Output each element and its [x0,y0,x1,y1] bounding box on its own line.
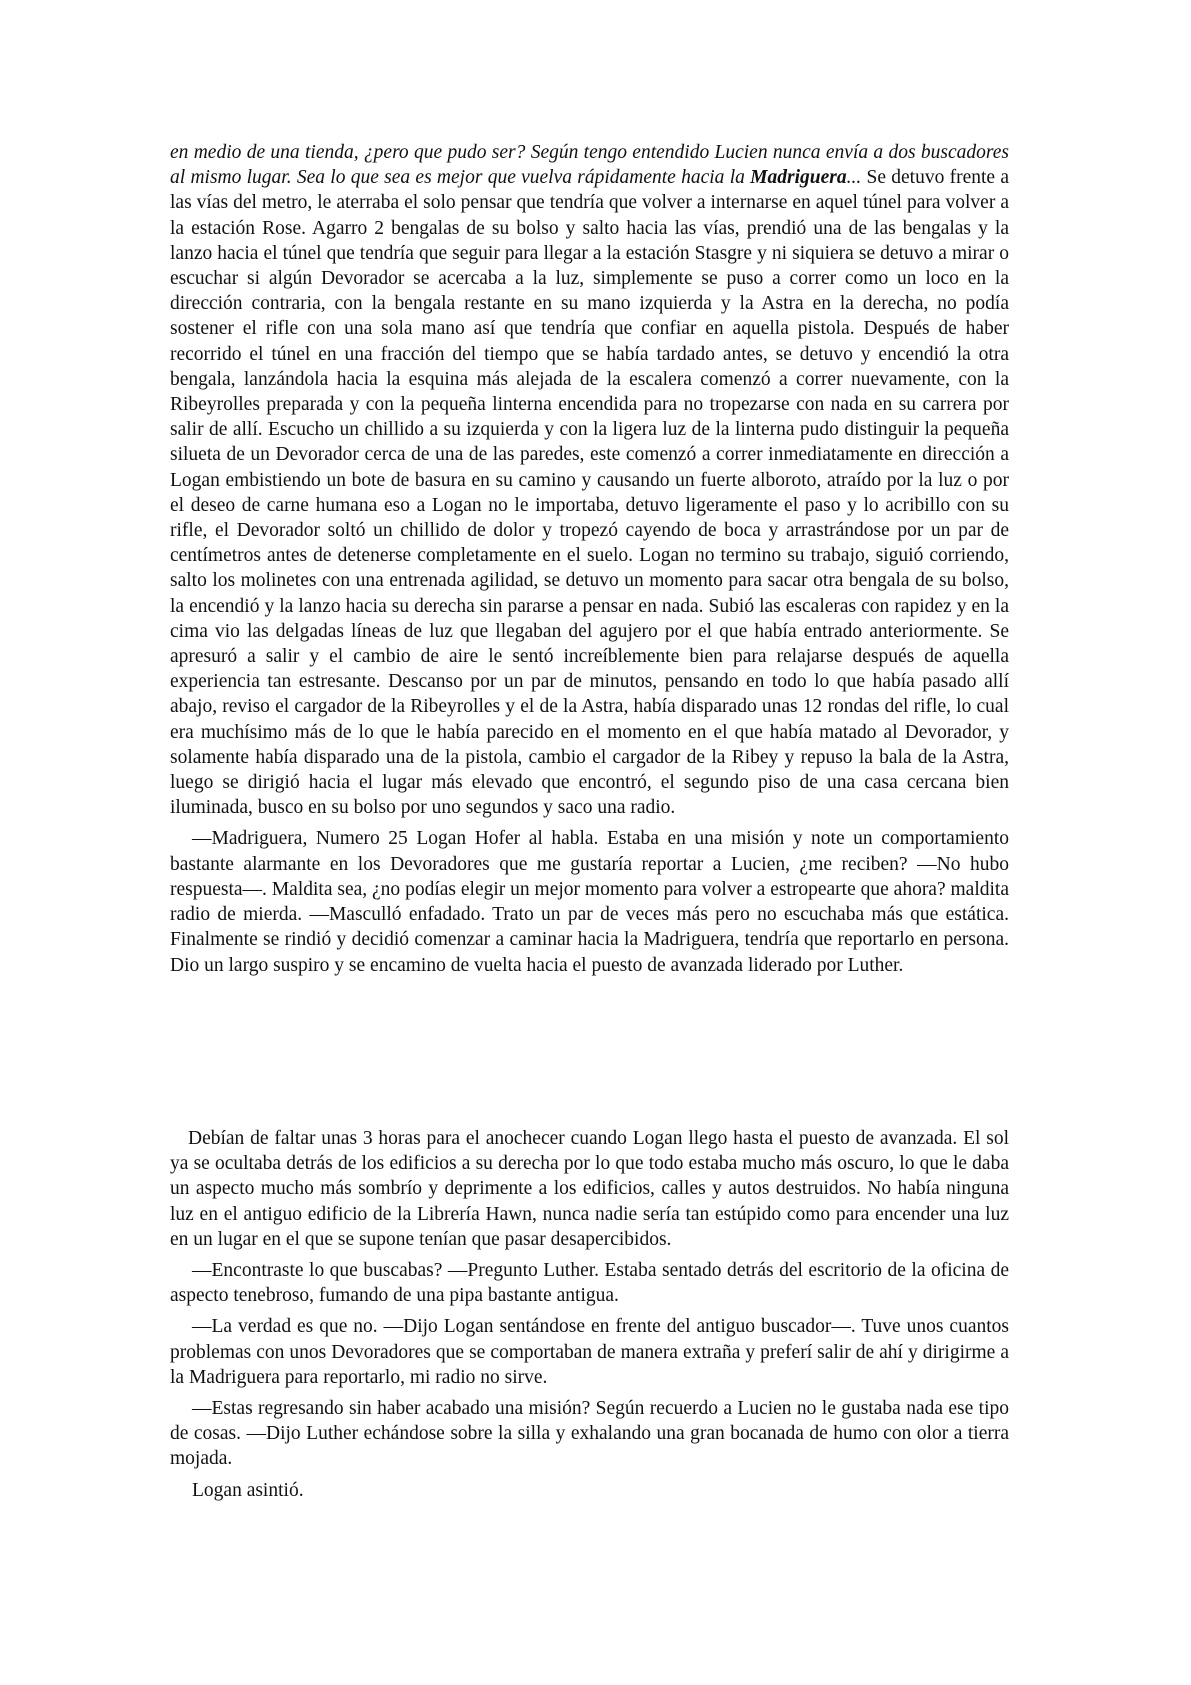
paragraph: —Encontraste lo que buscabas? —Pregunto Luther. Estaba sentado detrás del escritorio de la oficina de aspecto tenebroso, fumando de una pipa bastante antigua. [170,1260,1009,1307]
emphasized-word: Madriguera [750,167,847,189]
paragraph: Debían de faltar unas 3 horas para el anochecer cuando Logan llego hasta el puesto de avanzada. El sol ya se ocultaba detrás de los edificios a su derecha por lo que todo estaba mucho más oscuro, lo que le daba un aspecto mucho más sombrío y deprimente a los edificios, calles y autos destruidos. No había ninguna luz en el antiguo edificio de la Librería Hawn, nunca nadie sería tan estúpido como para encender una luz en un lugar en el que se supone tenían que pasar desapercibidos. [170,1128,1009,1250]
section-one [170,140,1009,978]
inner-thought-text: en medio de una tienda, ¿pero que pudo ser? Según tengo entendido Lucien nunca envía a dos buscadores al mismo lugar. Sea lo que sea es mejor que vuelva rápidamente hacia la [170,142,1009,189]
paragraph-text: Se detuvo frente a las vías del metro, le aterraba el solo pensar que tendría que volver a internarse en aquel túnel para volver a la estación Rose. Agarro 2 bengalas de su bolso y salto hacia las vías, prendió una de las bengalas y la lanzo hacia el túnel que tendría que seguir para llegar a la estación Stasgre y ni siquiera se detuvo a mirar o escuchar si algún Devorador se acercaba a la luz, simplemente se puso a correr como un loco en la dirección contraria, con la bengala restante en su mano izquierda y la Astra en la derecha, no podía sostener el rifle con una sola mano así que tendría que confiar en aquella pistola. Después de haber recorrido el túnel en una fracción del tiempo que se había tardado antes, se detuvo y encendió la otra bengala, lanzándola hacia la esquina más alejada de la escalera comenzó a correr nuevamente, con la Ribeyrolles preparada y con la pequeña linterna encendida para no tropezarse con nada en su carrera por salir de allí. Escucho un chillido a su izquierda y con la ligera luz de la linterna pudo distinguir la pequeña silueta de un Devorador cerca de una de las paredes, este comenzó a correr inmediatamente en dirección a Logan embistiendo un bote de basura en su camino y causando un fuerte alboroto, atraído por la luz o por el deseo de carne humana eso a Logan no le importaba, detuvo ligeramente el paso y lo acribillo con su rifle, el Devorador soltó un chillido de dolor y tropezó cayendo de boca y arrastrándose por un par de centímetros antes de detenerse completamente en el suelo. Logan no termino su trabajo, siguió corriendo, salto los molinetes con una entrenada agilidad, se detuvo un momento para sacar otra bengala de su bolso, la encendió y la lanzo hacia su derecha sin pararse a pensar en nada. Subió las escaleras con rapidez y en la cima vio las delgadas líneas de luz que llegaban del agujero por el que había entrado anteriormente. Se apresuró a salir y el cambio de aire le sentó increíblemente bien para relajarse después de aquella experiencia tan estresante. Descanso por un par de minutos, pensando en todo lo que había pasado allí abajo, reviso el cargador de la Ribeyrolles y el de la Astra, había disparado unas 12 rondas del rifle, lo cual era muchísimo más de lo que le había parecido en el momento en el que había matado al Devorador, y solamente había disparado una de la pistola, cambio el cargador de la Ribey y repuso la bala de la Astra, luego se dirigió hacia el lugar más elevado que encontró, el segundo piso de una casa cercana bien iluminada, busco en su bolso por uno segundos y saco una radio. [170,167,1009,819]
paragraph: —Madriguera, Numero 25 Logan Hofer al habla. Estaba en una misión y note un comportamiento bastante alarmante en los Devoradores que me gustaría reportar a Lucien, ¿me reciben? —No hubo respuesta—. Maldita sea, ¿no podías elegir un mejor momento para volver a estropearte que ahora? maldita radio de mierda. —Masculló enfadado. Trato un par de veces más pero no escuchaba más que estática. Finalmente se rindió y decidió comenzar a caminar hacia la Madriguera, tendría que reportarlo en persona. Dio un largo suspiro y se encamino de vuelta hacia el puesto de avanzada liderado por Luther. [170,828,1009,976]
paragraph [170,140,1009,820]
paragraph: —La verdad es que no. —Dijo Logan sentándose en frente del antiguo buscador—. Tuve unos cuantos problemas con unos Devoradores que se comportaban de manera extraña y preferí salir de ahí y dirigirme a la Madriguera para reportarlo, mi radio no sirve. [170,1316,1009,1388]
ellipsis: ... [846,167,862,189]
paragraph: Logan asintió. [192,1479,304,1501]
section-two [170,1126,1009,1503]
paragraph: —Estas regresando sin haber acabado una misión? Según recuerdo a Lucien no le gustaba nada ese tipo de cosas. —Dijo Luther echándose sobre la silla y exhalando una gran bocanada de humo con olor a tierra mojada. [170,1398,1009,1470]
